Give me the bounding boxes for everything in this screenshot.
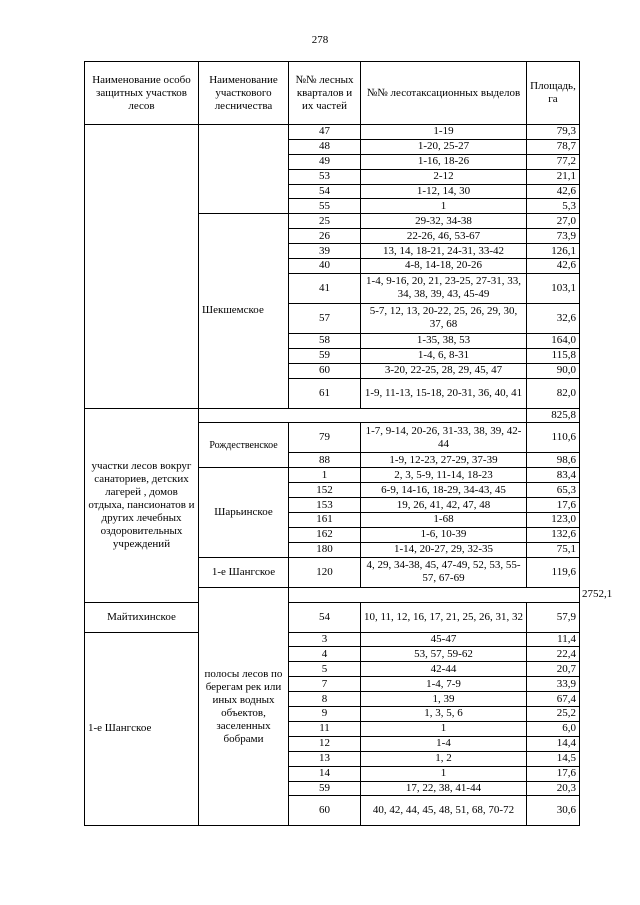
area-cell: 78,7 bbox=[527, 139, 580, 154]
allotments-cell: 1, 3, 5, 6 bbox=[361, 707, 527, 722]
total-blank-cell bbox=[199, 408, 527, 423]
quarter-cell: 41 bbox=[289, 273, 361, 303]
header-protected-area: Наименование особо защитных участков лесов bbox=[85, 62, 199, 125]
forestry-cell-1 bbox=[199, 125, 289, 214]
area-cell: 110,6 bbox=[527, 423, 580, 453]
allotments-cell: 4, 29, 34-38, 45, 47-49, 52, 53, 55-57, 67-69 bbox=[361, 557, 527, 587]
area-cell: 83,4 bbox=[527, 468, 580, 483]
area-cell: 98,6 bbox=[527, 453, 580, 468]
quarter-cell: 59 bbox=[289, 781, 361, 796]
allotments-cell: 1-9, 11-13, 15-18, 20-31, 36, 40, 41 bbox=[361, 378, 527, 408]
quarter-cell: 26 bbox=[289, 229, 361, 244]
quarter-cell: 11 bbox=[289, 721, 361, 736]
allotments-cell: 1-68 bbox=[361, 513, 527, 528]
quarter-cell: 7 bbox=[289, 677, 361, 692]
quarter-cell: 58 bbox=[289, 333, 361, 348]
area-cell: 65,3 bbox=[527, 483, 580, 498]
total-row bbox=[85, 408, 580, 423]
quarter-cell: 162 bbox=[289, 527, 361, 542]
area-cell: 14,4 bbox=[527, 736, 580, 751]
quarter-cell: 48 bbox=[289, 139, 361, 154]
allotments-cell: 45-47 bbox=[361, 632, 527, 647]
quarter-cell: 60 bbox=[289, 363, 361, 378]
area-cell: 123,0 bbox=[527, 513, 580, 528]
allotments-cell: 1, 39 bbox=[361, 692, 527, 707]
total-row: полосы лесов по берегам рек или иных водных объектов, заселенных бобрами 2752,1 bbox=[85, 587, 580, 602]
allotments-cell: 3-20, 22-25, 28, 29, 45, 47 bbox=[361, 363, 527, 378]
allotments-cell: 19, 26, 41, 42, 47, 48 bbox=[361, 498, 527, 513]
allotments-cell: 1-19 bbox=[361, 125, 527, 140]
quarter-cell: 47 bbox=[289, 125, 361, 140]
allotments-cell: 6-9, 14-16, 18-29, 34-43, 45 bbox=[361, 483, 527, 498]
allotments-cell: 1-4, 9-16, 20, 21, 23-25, 27-31, 33, 34, 38, 39, 43, 45-49 bbox=[361, 273, 527, 303]
allotments-cell: 10, 11, 12, 16, 17, 21, 25, 26, 31, 32 bbox=[361, 602, 527, 632]
header-area: Площадь, га bbox=[527, 62, 580, 125]
quarter-cell: 153 bbox=[289, 498, 361, 513]
quarter-cell: 55 bbox=[289, 199, 361, 214]
quarter-cell: 25 bbox=[289, 214, 361, 229]
forestry-cell-shangskoe-1: 1-е Шангское bbox=[199, 557, 289, 587]
allotments-cell: 1-9, 12-23, 27-29, 37-39 bbox=[361, 453, 527, 468]
quarter-cell: 57 bbox=[289, 303, 361, 333]
quarter-cell: 5 bbox=[289, 662, 361, 677]
area-cell: 20,7 bbox=[527, 662, 580, 677]
allotments-cell: 1-4, 6, 8-31 bbox=[361, 348, 527, 363]
forestry-cell-maitikhinskoe: Майтихинское bbox=[85, 602, 199, 632]
allotments-cell: 1-6, 10-39 bbox=[361, 527, 527, 542]
header-allotments: №№ лесотаксационных выделов bbox=[361, 62, 527, 125]
quarter-cell: 4 bbox=[289, 647, 361, 662]
area-cell: 115,8 bbox=[527, 348, 580, 363]
area-cell: 119,6 bbox=[527, 557, 580, 587]
allotments-cell: 2-12 bbox=[361, 169, 527, 184]
area-cell: 164,0 bbox=[527, 333, 580, 348]
area-cell: 73,9 bbox=[527, 229, 580, 244]
area-cell: 17,6 bbox=[527, 498, 580, 513]
forestry-cell-sharyinskoe: Шарьинское bbox=[199, 468, 289, 557]
quarter-cell: 1 bbox=[289, 468, 361, 483]
header-row bbox=[85, 62, 580, 125]
area-cell: 82,0 bbox=[527, 378, 580, 408]
allotments-cell: 1-35, 38, 53 bbox=[361, 333, 527, 348]
quarter-cell: 59 bbox=[289, 348, 361, 363]
area-cell: 25,2 bbox=[527, 707, 580, 722]
area-cell: 32,6 bbox=[527, 303, 580, 333]
area-cell: 132,6 bbox=[527, 527, 580, 542]
area-cell: 75,1 bbox=[527, 542, 580, 557]
area-cell: 6,0 bbox=[527, 721, 580, 736]
area-cell: 77,2 bbox=[527, 154, 580, 169]
allotments-cell: 1-4 bbox=[361, 736, 527, 751]
table-row bbox=[85, 602, 580, 632]
forestry-cell-shangskoe-2: 1-е Шангское bbox=[85, 632, 199, 826]
area-cell: 33,9 bbox=[527, 677, 580, 692]
page-number: 278 bbox=[311, 34, 329, 46]
allotments-cell: 1-16, 18-26 bbox=[361, 154, 527, 169]
quarter-cell: 53 bbox=[289, 169, 361, 184]
allotments-cell: 1 bbox=[361, 721, 527, 736]
area-cell: 42,6 bbox=[527, 184, 580, 199]
allotments-cell: 40, 42, 44, 45, 48, 51, 68, 70-72 bbox=[361, 796, 527, 826]
table-row bbox=[85, 125, 580, 140]
allotments-cell: 1-12, 14, 30 bbox=[361, 184, 527, 199]
area-cell: 22,4 bbox=[527, 647, 580, 662]
quarter-cell: 14 bbox=[289, 766, 361, 781]
protected-area-cell-2: участки лесов вокруг санаториев, детских лагерей , домов отдыха, пансионатов и других лечебных оздоровительных учреждений bbox=[85, 408, 199, 602]
area-cell: 27,0 bbox=[527, 214, 580, 229]
allotments-cell: 4-8, 14-18, 20-26 bbox=[361, 259, 527, 274]
area-cell: 103,1 bbox=[527, 273, 580, 303]
area-cell: 5,3 bbox=[527, 199, 580, 214]
quarter-cell: 3 bbox=[289, 632, 361, 647]
allotments-cell: 13, 14, 18-21, 24-31, 33-42 bbox=[361, 244, 527, 259]
allotments-cell: 1-14, 20-27, 29, 32-35 bbox=[361, 542, 527, 557]
quarter-cell: 49 bbox=[289, 154, 361, 169]
area-cell: 57,9 bbox=[527, 602, 580, 632]
total-area-cell: 825,8 bbox=[527, 408, 580, 423]
quarter-cell: 88 bbox=[289, 453, 361, 468]
header-quarters: №№ лесных кварталов и их частей bbox=[289, 62, 361, 125]
area-cell: 67,4 bbox=[527, 692, 580, 707]
header-forestry: Наименование участкового лесничества bbox=[199, 62, 289, 125]
allotments-cell: 1, 2 bbox=[361, 751, 527, 766]
quarter-cell: 60 bbox=[289, 796, 361, 826]
area-cell: 126,1 bbox=[527, 244, 580, 259]
allotments-cell: 1-7, 9-14, 20-26, 31-33, 38, 39, 42-44 bbox=[361, 423, 527, 453]
allotments-cell: 2, 3, 5-9, 11-14, 18-23 bbox=[361, 468, 527, 483]
forestry-cell-shekshemskoe: Шекшемское bbox=[199, 214, 289, 408]
area-cell: 30,6 bbox=[527, 796, 580, 826]
quarter-cell: 79 bbox=[289, 423, 361, 453]
quarter-cell: 9 bbox=[289, 707, 361, 722]
quarter-cell: 120 bbox=[289, 557, 361, 587]
allotments-cell: 1 bbox=[361, 199, 527, 214]
allotments-cell: 53, 57, 59-62 bbox=[361, 647, 527, 662]
quarter-cell: 61 bbox=[289, 378, 361, 408]
area-cell: 20,3 bbox=[527, 781, 580, 796]
table-row bbox=[85, 632, 580, 647]
protected-area-cell-3: полосы лесов по берегам рек или иных водных объектов, заселенных бобрами bbox=[199, 587, 289, 826]
quarter-cell: 54 bbox=[289, 602, 361, 632]
quarter-cell: 8 bbox=[289, 692, 361, 707]
allotments-cell: 17, 22, 38, 41-44 bbox=[361, 781, 527, 796]
area-cell: 42,6 bbox=[527, 259, 580, 274]
quarter-cell: 40 bbox=[289, 259, 361, 274]
allotments-cell: 1 bbox=[361, 766, 527, 781]
protected-forest-table bbox=[84, 61, 613, 826]
allotments-cell: 22-26, 46, 53-67 bbox=[361, 229, 527, 244]
quarter-cell: 152 bbox=[289, 483, 361, 498]
area-cell: 79,3 bbox=[527, 125, 580, 140]
area-cell: 90,0 bbox=[527, 363, 580, 378]
quarter-cell: 180 bbox=[289, 542, 361, 557]
area-cell: 14,5 bbox=[527, 751, 580, 766]
quarter-cell: 12 bbox=[289, 736, 361, 751]
area-cell: 11,4 bbox=[527, 632, 580, 647]
allotments-cell: 5-7, 12, 13, 20-22, 25, 26, 29, 30, 37, 68 bbox=[361, 303, 527, 333]
quarter-cell: 13 bbox=[289, 751, 361, 766]
area-cell: 21,1 bbox=[527, 169, 580, 184]
quarter-cell: 39 bbox=[289, 244, 361, 259]
area-cell: 17,6 bbox=[527, 766, 580, 781]
forestry-cell-rozhdestvenskoe: Рождественское bbox=[199, 423, 289, 468]
allotments-cell: 42-44 bbox=[361, 662, 527, 677]
protected-area-cell-1 bbox=[85, 125, 199, 409]
total-blank-cell bbox=[289, 587, 580, 602]
quarter-cell: 54 bbox=[289, 184, 361, 199]
allotments-cell: 29-32, 34-38 bbox=[361, 214, 527, 229]
allotments-cell: 1-4, 7-9 bbox=[361, 677, 527, 692]
quarter-cell: 161 bbox=[289, 513, 361, 528]
allotments-cell: 1-20, 25-27 bbox=[361, 139, 527, 154]
